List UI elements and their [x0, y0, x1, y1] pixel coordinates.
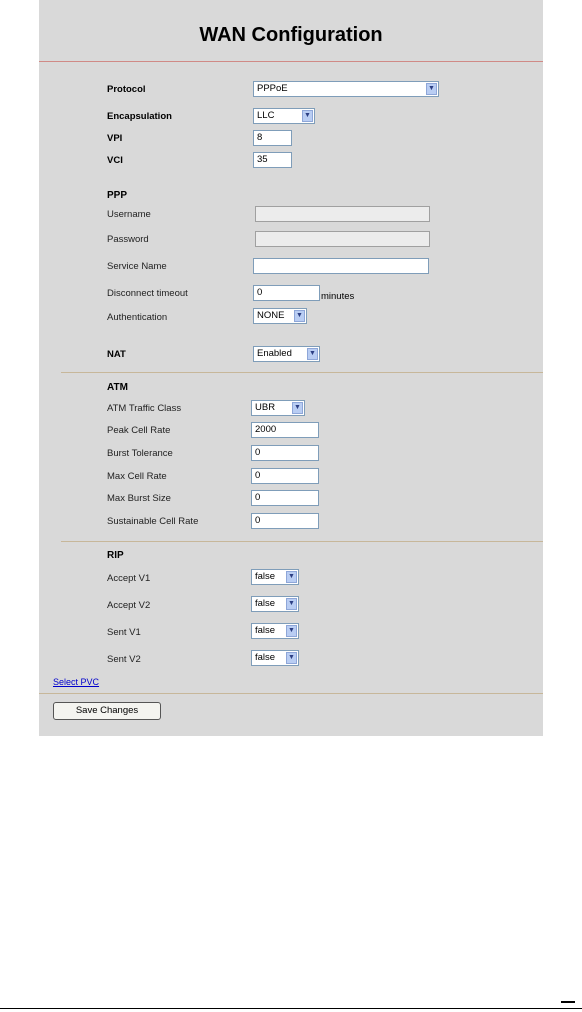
vci-input[interactable]: 35 — [253, 152, 292, 168]
save-changes-button[interactable]: Save Changes — [53, 702, 161, 720]
footer-divider — [39, 693, 543, 694]
chevron-down-icon: ▼ — [286, 598, 297, 610]
burst-tolerance-input[interactable]: 0 — [251, 445, 319, 461]
accept-v2-select[interactable] — [251, 596, 299, 612]
encapsulation-select[interactable] — [253, 108, 315, 124]
sent-v2-label: Sent V2 — [107, 654, 141, 665]
username-label: Username — [107, 209, 151, 220]
timeout-unit-label: minutes — [321, 291, 355, 302]
service-name-input[interactable] — [253, 258, 429, 274]
accept-v1-value: false — [255, 571, 276, 582]
sent-v1-select[interactable] — [251, 623, 299, 639]
nat-select[interactable] — [253, 346, 320, 362]
authentication-label: Authentication — [107, 312, 168, 323]
authentication-value: NONE — [257, 310, 285, 321]
disconnect-timeout-input[interactable]: 0 — [253, 285, 320, 301]
atm-traffic-class-select[interactable] — [251, 400, 305, 416]
page-footer-mark — [561, 1001, 575, 1003]
password-label: Password — [107, 234, 149, 245]
atm-traffic-class-value: UBR — [255, 402, 276, 413]
rip-section-header: RIP — [107, 550, 124, 561]
chevron-down-icon: ▼ — [307, 348, 318, 360]
nat-label: NAT — [107, 349, 126, 360]
max-cell-rate-input[interactable]: 0 — [251, 468, 319, 484]
service-name-label: Service Name — [107, 261, 167, 272]
accept-v2-value: false — [255, 598, 276, 609]
max-cell-rate-label: Max Cell Rate — [107, 471, 167, 482]
rip-divider — [61, 541, 543, 542]
chevron-down-icon: ▼ — [286, 571, 297, 583]
encapsulation-value: LLC — [257, 110, 275, 121]
sent-v2-select[interactable] — [251, 650, 299, 666]
sent-v1-label: Sent V1 — [107, 627, 141, 638]
atm-section-header: ATM — [107, 382, 128, 393]
sustainable-cell-rate-input[interactable]: 0 — [251, 513, 319, 529]
chevron-down-icon: ▼ — [294, 310, 305, 322]
chevron-down-icon: ▼ — [286, 652, 297, 664]
password-input[interactable] — [255, 231, 430, 247]
accept-v1-select[interactable] — [251, 569, 299, 585]
sent-v1-value: false — [255, 625, 276, 636]
max-burst-size-label: Max Burst Size — [107, 493, 171, 504]
chevron-down-icon: ▼ — [286, 625, 297, 637]
protocol-select[interactable] — [253, 81, 439, 97]
encapsulation-label: Encapsulation — [107, 111, 172, 122]
wan-config-panel — [39, 0, 543, 736]
peak-cell-rate-label: Peak Cell Rate — [107, 425, 171, 436]
authentication-select[interactable] — [253, 308, 307, 324]
atm-divider — [61, 372, 543, 373]
accept-v2-label: Accept V2 — [107, 600, 151, 611]
ppp-section-header: PPP — [107, 190, 128, 201]
vpi-input[interactable]: 8 — [253, 130, 292, 146]
username-input[interactable] — [255, 206, 430, 222]
nat-value: Enabled — [257, 348, 292, 359]
vci-label: VCI — [107, 155, 123, 166]
burst-tolerance-label: Burst Tolerance — [107, 448, 173, 459]
accept-v1-label: Accept V1 — [107, 573, 151, 584]
title-divider — [39, 61, 543, 62]
select-pvc-link[interactable]: Select PVC — [53, 677, 100, 687]
max-burst-size-input[interactable]: 0 — [251, 490, 319, 506]
atm-traffic-class-label: ATM Traffic Class — [107, 403, 182, 414]
page-footer-line — [0, 1008, 582, 1009]
vpi-label: VPI — [107, 133, 123, 144]
protocol-label: Protocol — [107, 84, 146, 95]
page-title: WAN Configuration — [199, 24, 383, 46]
chevron-down-icon: ▼ — [302, 110, 313, 122]
protocol-value: PPPoE — [257, 83, 288, 94]
disconnect-timeout-label: Disconnect timeout — [107, 288, 188, 299]
peak-cell-rate-input[interactable]: 2000 — [251, 422, 319, 438]
chevron-down-icon: ▼ — [426, 83, 437, 95]
sustainable-cell-rate-label: Sustainable Cell Rate — [107, 516, 199, 527]
sent-v2-value: false — [255, 652, 276, 663]
chevron-down-icon: ▼ — [292, 402, 303, 414]
